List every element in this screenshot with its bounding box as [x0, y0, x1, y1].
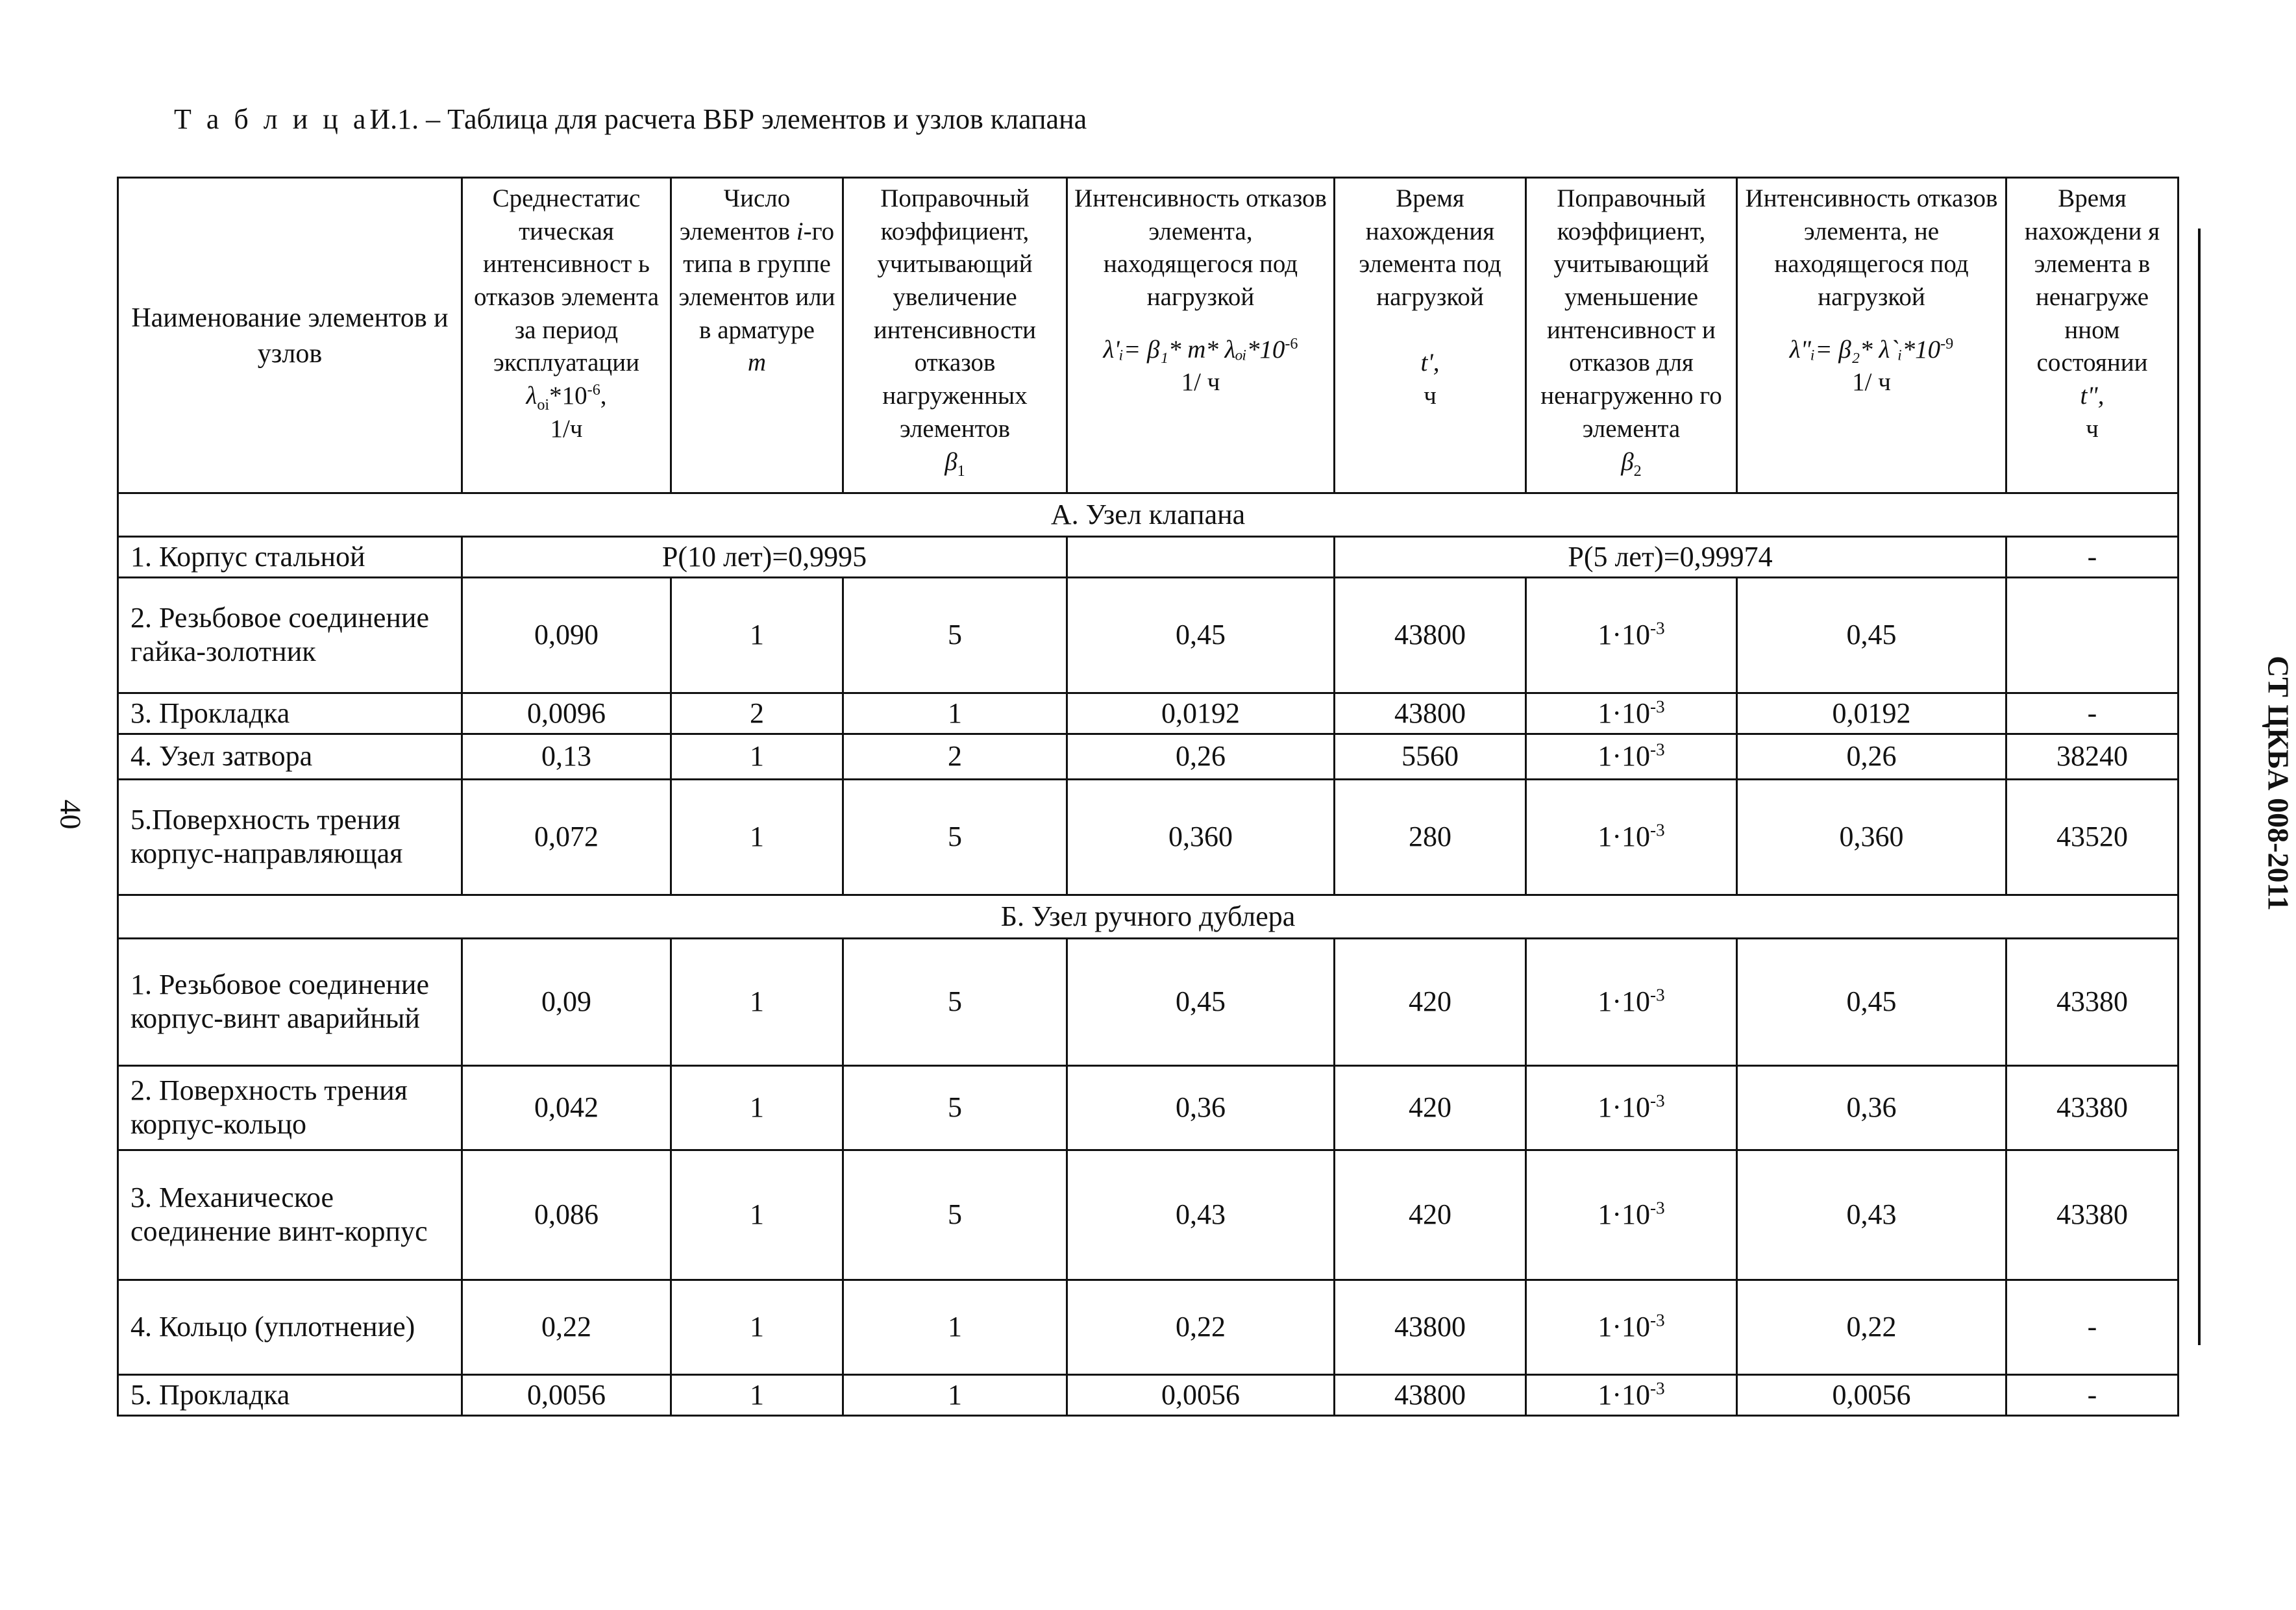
loaded-failure-rate-cell: 0,360	[1067, 779, 1335, 895]
loaded-failure-rate-cell: 0,26	[1067, 734, 1335, 779]
reliability-table	[117, 177, 2179, 1417]
probability-10-years: Р(10 лет)=0,9995	[462, 536, 1067, 577]
loaded-failure-rate-cell: 0,22	[1067, 1280, 1335, 1374]
unload-coefficient-cell: $1\cdot 10^{-3}$	[1526, 1280, 1737, 1374]
loaded-time-cell: 5560	[1335, 734, 1526, 779]
unloaded-failure-rate-cell: 0,26	[1737, 734, 2006, 779]
avg-failure-rate-cell: 0,086	[462, 1150, 671, 1280]
table-row	[118, 1065, 2179, 1150]
avg-failure-rate-cell: 0,072	[462, 779, 671, 895]
table-row	[118, 938, 2179, 1065]
unloaded-time-cell: -	[2006, 536, 2179, 577]
loaded-time-cell: 420	[1335, 938, 1526, 1065]
element-name: 5.Поверхность трения корпус-направляющая	[118, 779, 462, 895]
header-unloaded-failure-rate: Интенсивность отказов элемента, не находящегося под нагрузкой λ"ᵢ= β₂* $\lambda`ᵢ*10^{-9}$ 1/ ч	[1737, 178, 2006, 493]
avg-failure-rate-cell: 0,0056	[462, 1374, 671, 1415]
loaded-failure-rate-cell: 0,43	[1067, 1150, 1335, 1280]
unloaded-time-cell: -	[2006, 693, 2179, 734]
probability-5-years: Р(5 лет)=0,99974	[1335, 536, 2006, 577]
table-row	[118, 577, 2179, 693]
load-coefficient-cell: 5	[843, 938, 1067, 1065]
load-coefficient-cell: 1	[843, 693, 1067, 734]
header-unload-coefficient: Поправочный коэффициент, учитывающий уменьшение интенсивност и отказов для ненагруженно го элемента $\beta_2$	[1526, 178, 1737, 493]
loaded-time-cell: 43800	[1335, 577, 1526, 693]
load-coefficient-cell: 5	[843, 1065, 1067, 1150]
load-coefficient-cell: 1	[843, 1280, 1067, 1374]
unload-coefficient-cell: $1\cdot 10^{-3}$	[1526, 779, 1737, 895]
element-count-cell: 1	[671, 1374, 843, 1415]
element-name: 1. Корпус стальной	[118, 536, 462, 577]
unloaded-time-cell: 43380	[2006, 1150, 2179, 1280]
header-element-count: Число элементов i-го типа в группе элементов или в арматуре m	[671, 178, 843, 493]
element-count-cell: 1	[671, 577, 843, 693]
element-count-cell: 1	[671, 734, 843, 779]
header-load-coefficient: Поправочный коэффициент, учитывающий увеличение интенсивности отказов нагруженных элементов $\beta_1$	[843, 178, 1067, 493]
loaded-failure-rate-cell: 0,0192	[1067, 693, 1335, 734]
page-number: 40	[54, 799, 88, 830]
load-coefficient-cell: 5	[843, 779, 1067, 895]
caption-number: И.1.	[369, 103, 419, 135]
unload-coefficient-cell: $1\cdot 10^{-3}$	[1526, 577, 1737, 693]
element-name: 1. Резьбовое соединение корпус-винт аварийный	[118, 938, 462, 1065]
unload-coefficient-cell: $1\cdot 10^{-3}$	[1526, 1065, 1737, 1150]
unloaded-time-cell	[2006, 577, 2179, 693]
section-title: Б. Узел ручного дублера	[118, 895, 2179, 938]
element-name: 2. Резьбовое соединение гайка-золотник	[118, 577, 462, 693]
unloaded-failure-rate-cell: 0,0192	[1737, 693, 2006, 734]
element-count-cell: 2	[671, 693, 843, 734]
element-name: 2. Поверхность трения корпус-кольцо	[118, 1065, 462, 1150]
unloaded-time-cell: 43520	[2006, 779, 2179, 895]
loaded-failure-rate-cell: 0,45	[1067, 938, 1335, 1065]
margin-rule	[2198, 229, 2201, 1345]
element-count-cell: 1	[671, 1065, 843, 1150]
element-count-cell: 1	[671, 938, 843, 1065]
unloaded-time-cell: -	[2006, 1280, 2179, 1374]
section-row-b	[118, 895, 2179, 938]
avg-failure-rate-cell: 0,22	[462, 1280, 671, 1374]
element-name: 5. Прокладка	[118, 1374, 462, 1415]
load-coefficient-cell: 2	[843, 734, 1067, 779]
avg-failure-rate-cell: 0,042	[462, 1065, 671, 1150]
unload-coefficient-cell: $1\cdot 10^{-3}$	[1526, 1150, 1737, 1280]
table-row	[118, 1150, 2179, 1280]
unload-coefficient-cell: $1\cdot 10^{-3}$	[1526, 693, 1737, 734]
unloaded-failure-rate-cell: 0,0056	[1737, 1374, 2006, 1415]
header-loaded-time: Время нахождения элемента под нагрузкой t', ч	[1335, 178, 1526, 493]
table-row	[118, 734, 2179, 779]
unload-coefficient-cell: $1\cdot 10^{-3}$	[1526, 1374, 1737, 1415]
loaded-time-cell: 280	[1335, 779, 1526, 895]
unloaded-failure-rate-cell: 0,45	[1737, 938, 2006, 1065]
element-name: 3. Механическое соединение винт-корпус	[118, 1150, 462, 1280]
element-count-cell: 1	[671, 1150, 843, 1280]
element-count-cell: 1	[671, 1280, 843, 1374]
loaded-time-cell: 420	[1335, 1150, 1526, 1280]
header-loaded-failure-rate: Интенсивность отказов элемента, находящегося под нагрузкой λ'ᵢ= β₁* m* $\lambda_oᵢ*10^{-6}$ 1/ ч	[1067, 178, 1335, 493]
loaded-failure-rate-cell: 0,45	[1067, 577, 1335, 693]
loaded-time-cell: 43800	[1335, 693, 1526, 734]
unloaded-time-cell: 38240	[2006, 734, 2179, 779]
unload-coefficient-cell: $1\cdot 10^{-3}$	[1526, 734, 1737, 779]
element-name: 4. Узел затвора	[118, 734, 462, 779]
header-name: Наименование элементов и узлов	[118, 178, 462, 493]
load-coefficient-cell: 5	[843, 1150, 1067, 1280]
section-title: А. Узел клапана	[118, 493, 2179, 537]
reliability-table-container	[117, 177, 2177, 1417]
caption-dash: –	[426, 103, 441, 135]
loaded-failure-rate-cell: 0,36	[1067, 1065, 1335, 1150]
avg-failure-rate-cell: 0,090	[462, 577, 671, 693]
empty-cell	[1067, 536, 1335, 577]
caption-title: Таблица для расчета ВБР элементов и узлов клапана	[447, 103, 1087, 135]
table-row	[118, 1374, 2179, 1415]
section-row-a	[118, 493, 2179, 537]
unloaded-failure-rate-cell: 0,36	[1737, 1065, 2006, 1150]
load-coefficient-cell: 1	[843, 1374, 1067, 1415]
loaded-time-cell: 43800	[1335, 1374, 1526, 1415]
caption-prefix: Т а б л и ц а	[174, 103, 370, 135]
table-caption	[174, 103, 1087, 136]
header-unloaded-time: Время нахождени я элемента в ненагруже нном состоянии t", ч	[2006, 178, 2179, 493]
unloaded-failure-rate-cell: 0,360	[1737, 779, 2006, 895]
table-row	[118, 1280, 2179, 1374]
unloaded-time-cell: 43380	[2006, 938, 2179, 1065]
table-row	[118, 693, 2179, 734]
element-name: 4. Кольцо (уплотнение)	[118, 1280, 462, 1374]
unloaded-time-cell: 43380	[2006, 1065, 2179, 1150]
element-count-cell: 1	[671, 779, 843, 895]
unloaded-time-cell: -	[2006, 1374, 2179, 1415]
load-coefficient-cell: 5	[843, 577, 1067, 693]
header-row	[118, 178, 2179, 493]
avg-failure-rate-cell: 0,13	[462, 734, 671, 779]
unloaded-failure-rate-cell: 0,22	[1737, 1280, 2006, 1374]
unloaded-failure-rate-cell: 0,43	[1737, 1150, 2006, 1280]
table-row	[118, 779, 2179, 895]
avg-failure-rate-cell: 0,0096	[462, 693, 671, 734]
element-name: 3. Прокладка	[118, 693, 462, 734]
loaded-time-cell: 420	[1335, 1065, 1526, 1150]
avg-failure-rate-cell: 0,09	[462, 938, 671, 1065]
header-avg-failure-rate: Среднестатис тическая интенсивност ь отказов элемента за период эксплуатации $\lambda_{oi}*10^{-6}$, 1/ч	[462, 178, 671, 493]
loaded-failure-rate-cell: 0,0056	[1067, 1374, 1335, 1415]
document-code: СТ ЦКБА 008-2011	[2262, 656, 2295, 911]
table-row	[118, 536, 2179, 577]
unloaded-failure-rate-cell: 0,45	[1737, 577, 2006, 693]
loaded-time-cell: 43800	[1335, 1280, 1526, 1374]
unload-coefficient-cell: $1\cdot 10^{-3}$	[1526, 938, 1737, 1065]
